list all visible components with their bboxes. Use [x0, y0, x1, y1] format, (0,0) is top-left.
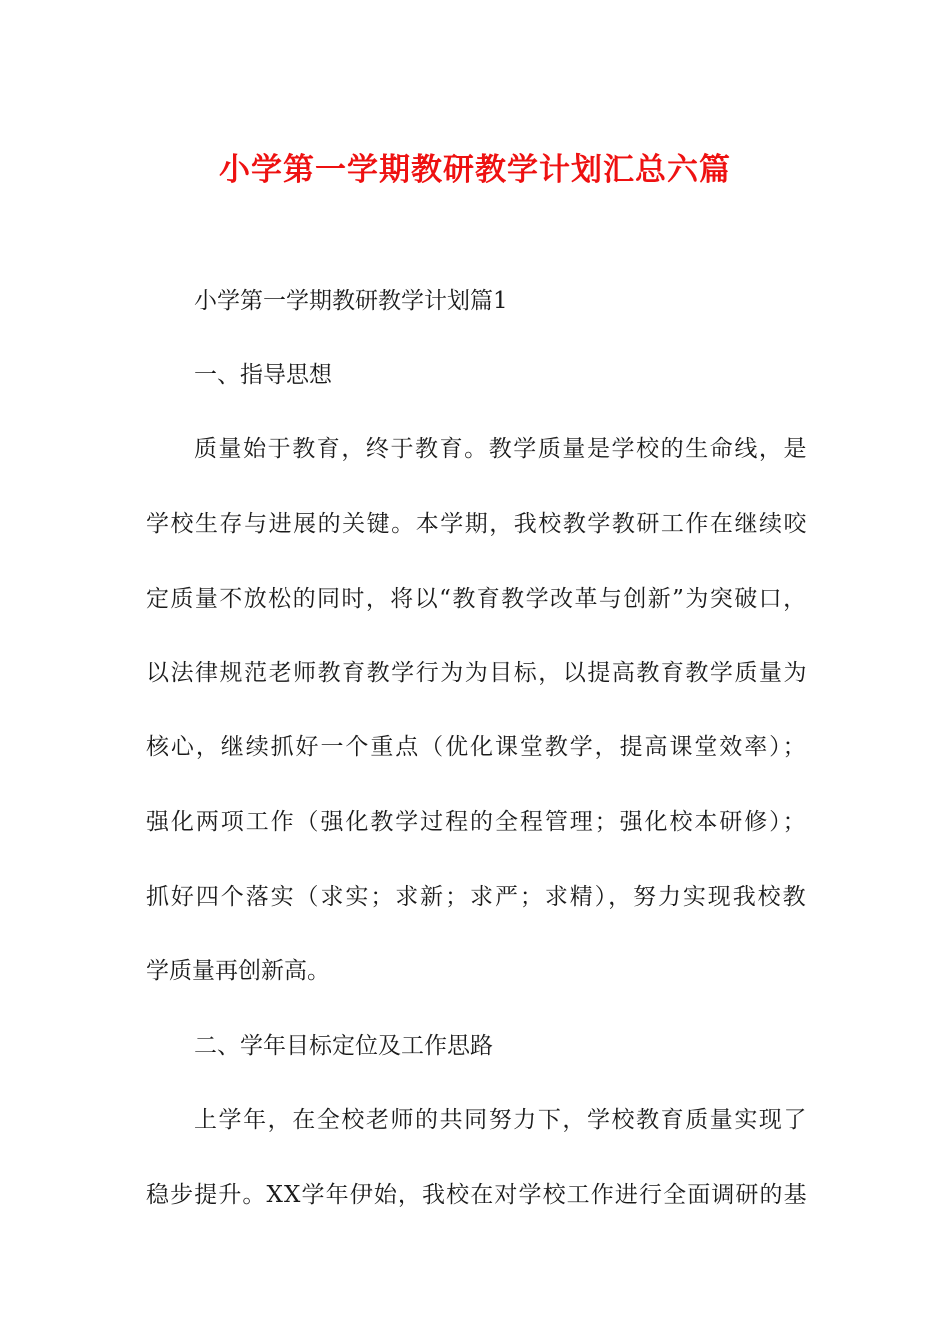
paragraph-text: 学质量再创新高。 [146, 958, 330, 984]
paragraph-text: 小学第一学期教研教学计划篇1 [194, 288, 508, 314]
paragraph-text: 稳步提升。XX学年伊始，我校在对学校工作进行全面调研的基 [146, 1182, 808, 1208]
paragraph-text: 学校生存与进展的关键。本学期，我校教学教研工作在继续咬 [146, 511, 808, 537]
paragraph-text: 抓好四个落实（求实；求新；求严；求精），努力实现我校教 [146, 884, 808, 910]
paragraph-text: 一、指导思想 [194, 362, 332, 388]
paragraph-text: 定质量不放松的同时，将以“教育教学改革与创新”为突破口， [146, 586, 808, 612]
paragraph-text: 质量始于教育，终于教育。教学质量是学校的生命线，是 [194, 436, 808, 462]
paragraph-text: 二、学年目标定位及工作思路 [194, 1033, 493, 1059]
paragraph-text: 核心，继续抓好一个重点（优化课堂教学，提高课堂效率）； [146, 734, 808, 760]
paragraph-text: 强化两项工作（强化教学过程的全程管理；强化校本研修）； [146, 809, 808, 835]
paragraph-text: 上学年，在全校老师的共同努力下，学校教育质量实现了 [194, 1107, 808, 1133]
document-title: 小学第一学期教研教学计划汇总六篇 [219, 152, 731, 188]
paragraph-text: 以法律规范老师教育教学行为为目标，以提高教育教学质量为 [146, 660, 808, 686]
